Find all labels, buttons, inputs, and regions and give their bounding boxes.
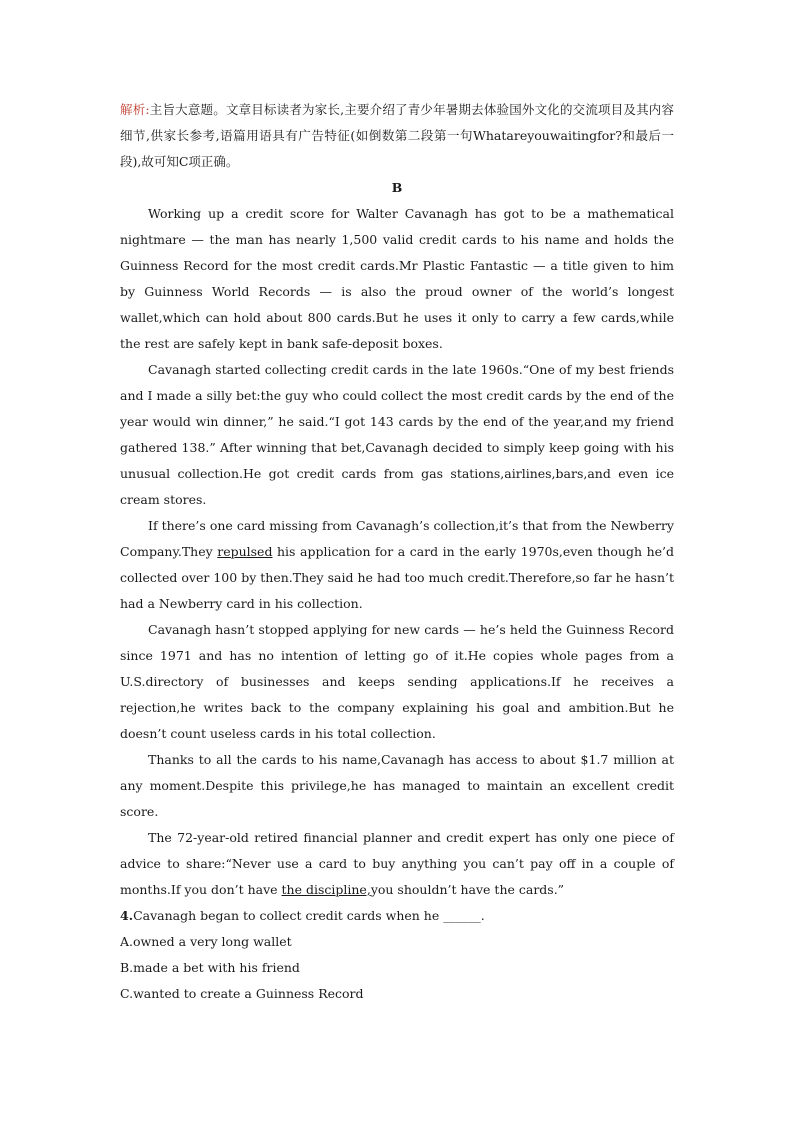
analysis-block — [120, 97, 674, 175]
document-content — [120, 97, 674, 1007]
question-stem: Cavanagh began to collect credit cards when he ______. — [133, 908, 485, 923]
question-number: 4. — [120, 908, 134, 923]
underlined-phrase-discipline: the discipline, — [281, 882, 371, 897]
option-c: C.wanted to create a Guinness Record — [120, 986, 364, 1001]
section-label: B — [391, 180, 403, 195]
paragraph-2: Cavanagh started collecting credit cards in the late 1960s.“One of my best friends and I made a silly bet:the guy who could collect the most credit cards by the end of the year would win dinner,” he said.“I got 143 cards by the end of the year,and my friend gathered 138.” After winning that bet,Cavanagh decided to simply keep going with his unusual collection.He got credit cards from gas stations,airlines,bars,and even ice cream stores. — [120, 362, 674, 507]
option-b: B.made a bet with his friend — [120, 960, 300, 975]
paragraph-3 — [120, 513, 674, 617]
question-4 — [120, 903, 674, 929]
paragraph-6 — [120, 825, 674, 903]
paragraph-1: Working up a credit score for Walter Cavanagh has got to be a mathematical nightmare — the man has nearly 1,500 valid credit cards to his name and holds the Guinness Record for the most credit cards.Mr Plastic Fantastic — a title given to him by Guinness World Records — is also the proud owner of the world’s longest wallet,which can hold about 800 cards.But he uses it only to carry a few cards,while the rest are safely kept in bank safe-deposit boxes. — [120, 206, 674, 351]
paragraph-3-after: his application for a card in the early 1970s,even though he’d collected over 100 by then.They said he had too much credit.Therefore,so far he hasn’t had a Newberry card in his collection. — [120, 544, 674, 611]
option-a: A.owned a very long wallet — [120, 934, 292, 949]
analysis-label: 解析: — [120, 102, 150, 117]
paragraph-4: Cavanagh hasn’t stopped applying for new cards — he’s held the Guinness Record since 1971 and has no intention of letting go of it.He copies whole pages from a U.S.directory of businesses and keeps sending applications.If he receives a rejection,he writes back to the company explaining his goal and ambition.But he doesn’t count useless cards in his total collection. — [120, 622, 674, 741]
analysis-text: 主旨大意题。文章目标读者为家长,主要介绍了青少年暑期去体验国外文化的交流项目及其内容细节,供家长参考,语篇用语具有广告特征(如倒数第二段第一句Whatareyouwaitingfor?和最后一段),故可知C项正确。 — [120, 102, 674, 169]
paragraph-5: Thanks to all the cards to his name,Cavanagh has access to about $1.7 million at any moment.Despite this privilege,he has managed to maintain an excellent credit score. — [120, 752, 674, 819]
paragraph-3-before: If there’s one card missing from Cavanagh’s collection,it’s that from the Newberry Company.They — [120, 518, 674, 559]
underlined-word-repulsed: repulsed — [217, 544, 273, 559]
paragraph-6-after: you shouldn’t have the cards.” — [370, 882, 565, 897]
paragraph-6-before: The 72-year-old retired financial planner and credit expert has only one piece of advice to share:“Never use a card to buy anything you can’t pay off in a couple of months.If you don’t have — [120, 830, 674, 897]
